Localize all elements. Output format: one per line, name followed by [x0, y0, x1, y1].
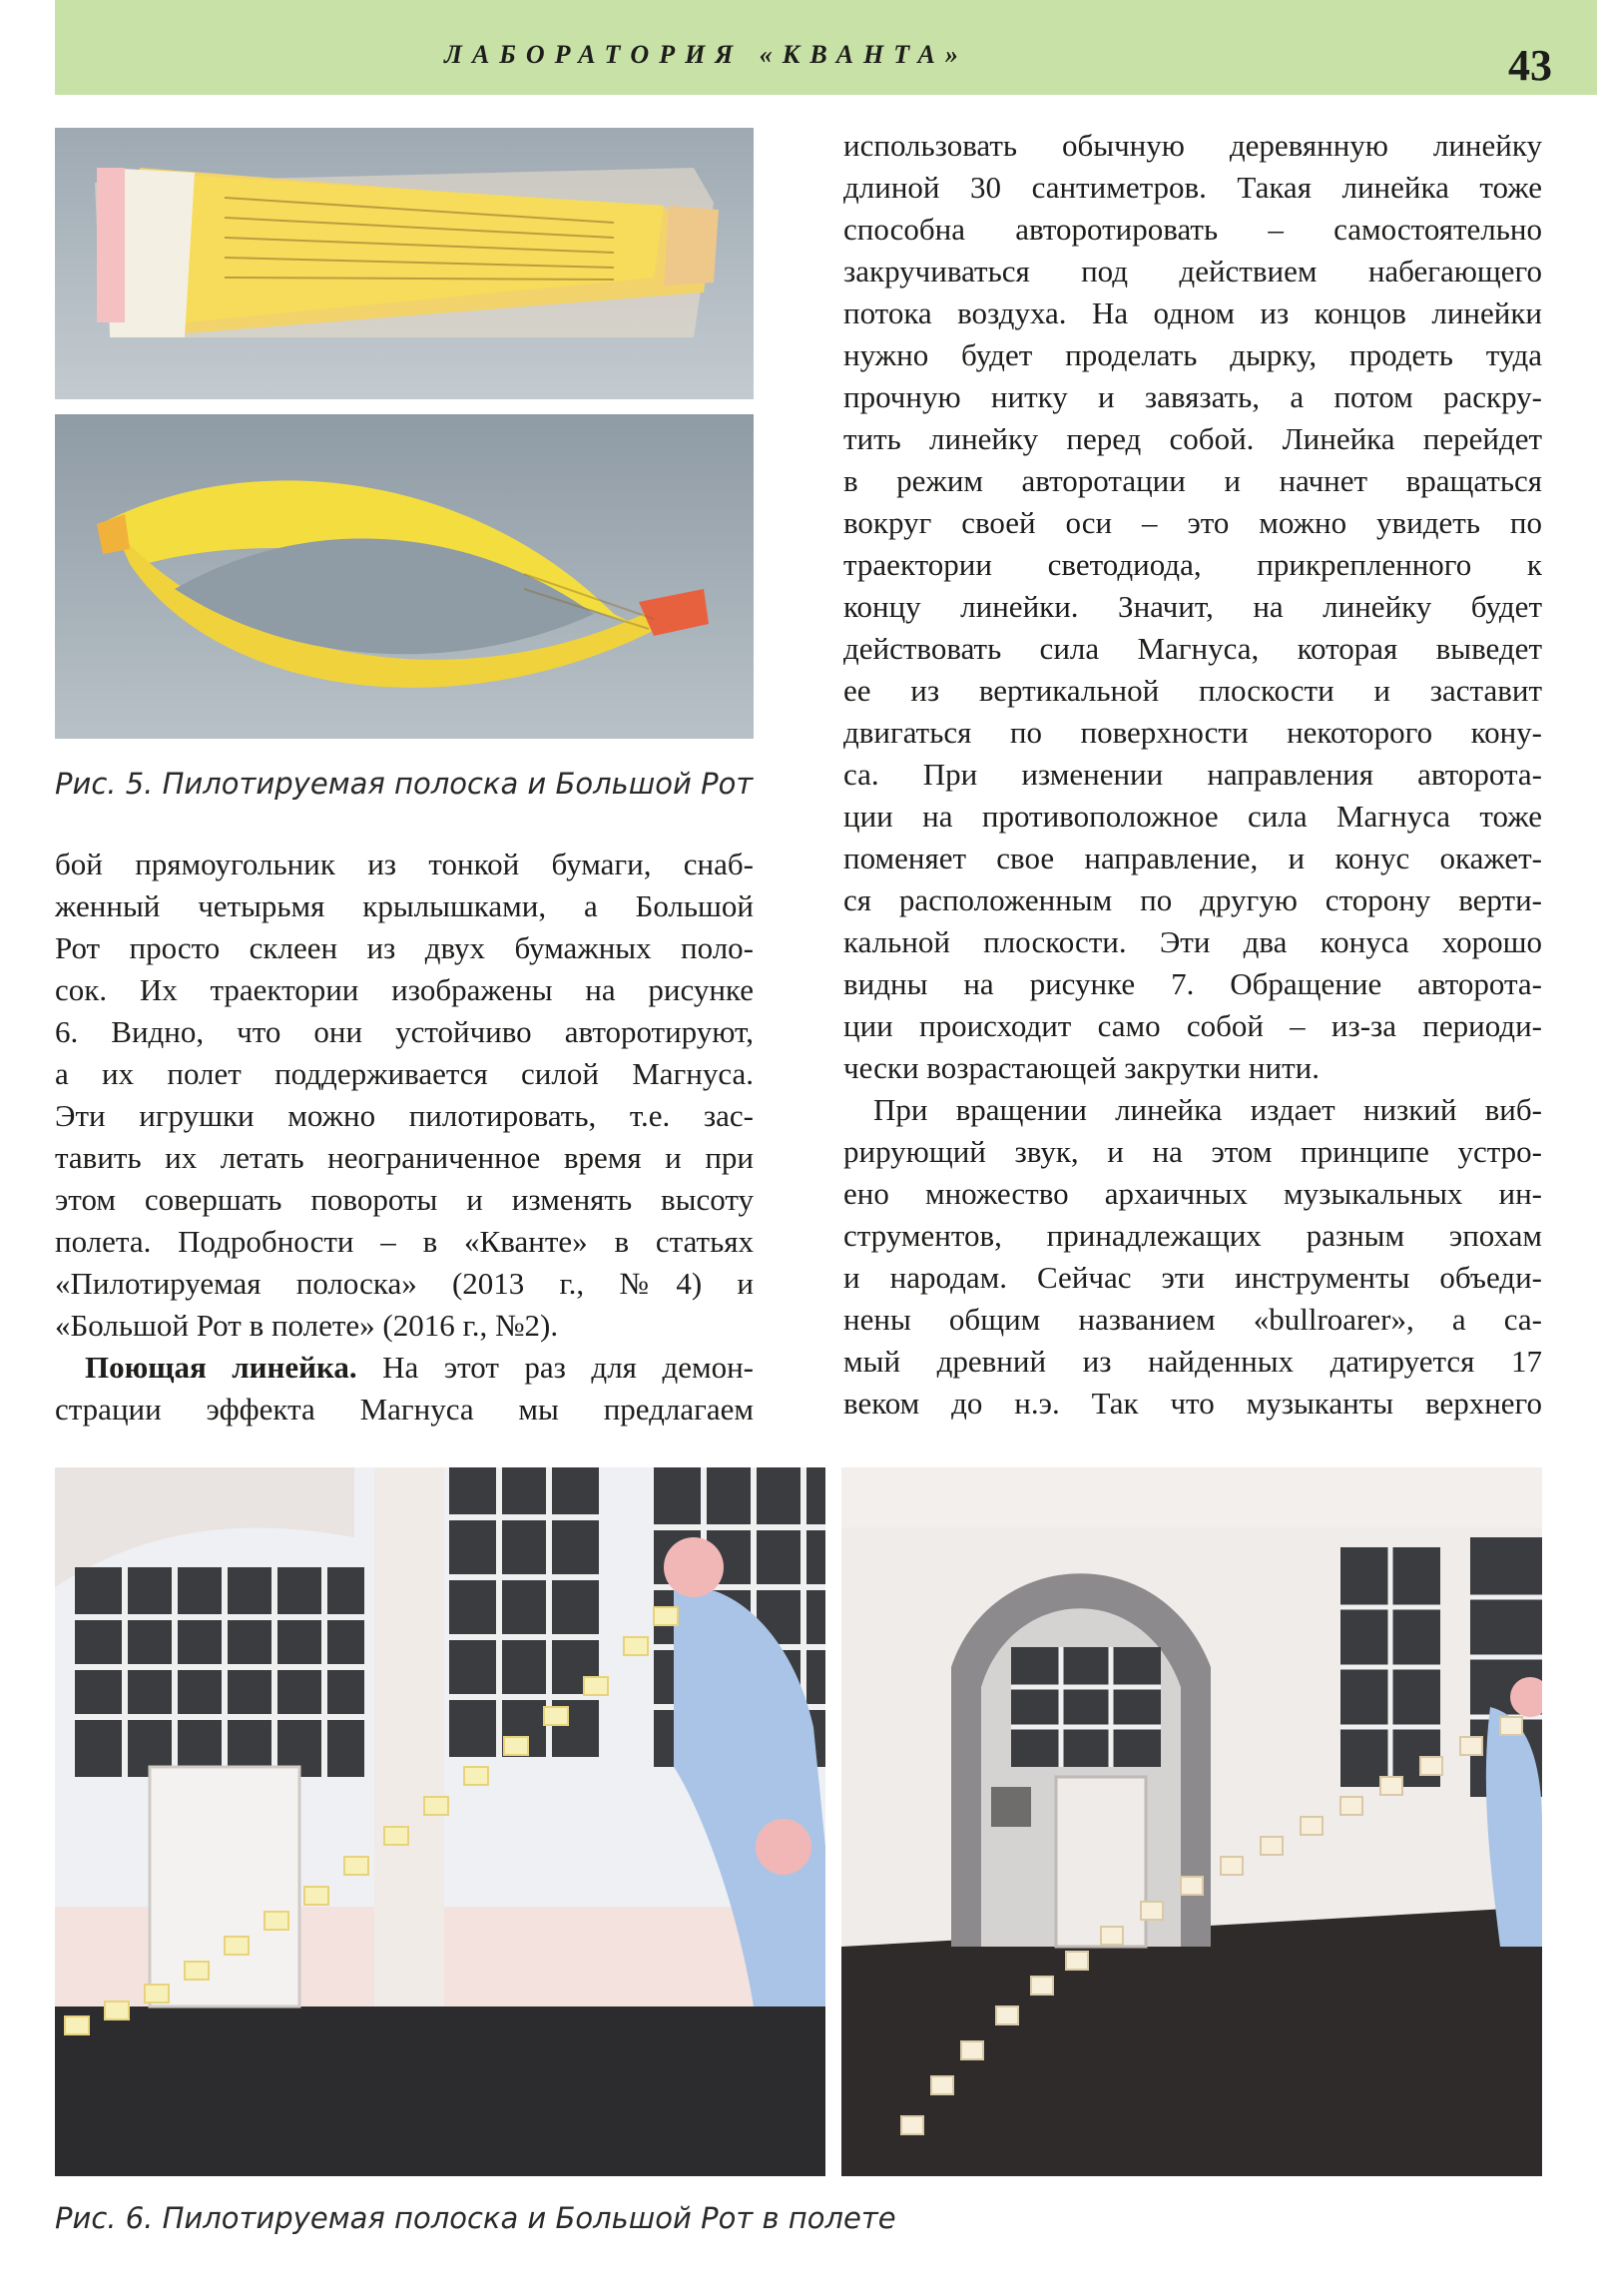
right-paragraph-2 [843, 1089, 1542, 1425]
text-line: использовать обычную деревянную линейку [843, 128, 1542, 163]
text-line: кальной плоскости. Эти два конуса хорошо [843, 924, 1542, 959]
text-line: са. При изменении направления авторота- [843, 757, 1542, 792]
text-line: и народам. Сейчас эти инструменты объеди- [843, 1260, 1542, 1295]
text-line: поменяет свое направление, и конус окажет- [843, 841, 1542, 875]
text-line [85, 1347, 754, 1389]
figure5-photo-big-mouth [55, 414, 754, 739]
running-header [55, 0, 1597, 95]
text-line: Рот просто склеен из двух бумажных поло- [55, 930, 754, 965]
text-line: страции эффекта Магнуса мы предлагаем [55, 1392, 754, 1427]
page-number: 43 [1508, 41, 1552, 90]
text-line: тавить их летать неограниченное время и при [55, 1140, 754, 1175]
text-line: ции на противоположное сила Магнуса тоже [843, 799, 1542, 834]
text-fragment: На этот раз для демон- [356, 1350, 755, 1385]
figure5-caption: Рис. 5. Пилотируемая полоска и Большой Рот [55, 767, 754, 801]
journal-section-title: ЛАБОРАТОРИЯ «КВАНТА» [444, 40, 968, 69]
text-line: сок. Их траектории изображены на рисунке [55, 972, 754, 1007]
text-line: Эти игрушки можно пилотировать, т.е. зас- [55, 1098, 754, 1133]
text-line: ее из вертикальной плоскости и заставит [843, 673, 1542, 708]
figure6-caption: Рис. 6. Пилотируемая полоска и Большой Рот в полете [55, 2201, 896, 2235]
text-line: вокруг своей оси – это можно увидеть по [843, 505, 1542, 540]
text-line: прочную нитку и завязать, а потом раскру- [843, 379, 1542, 414]
text-line: этом совершать повороты и изменять высоту [55, 1182, 754, 1217]
figure6-photo-left-hall [55, 1467, 825, 2176]
text-line: 6. Видно, что они устойчиво авторотируют, [55, 1014, 754, 1049]
text-line: ено множество архаичных музыкальных ин- [843, 1176, 1542, 1211]
text-line: «Большой Рот в полете» (2016 г., №2). [55, 1308, 559, 1343]
figure5-photo-flat-strip [55, 128, 754, 399]
text-line: двигаться по поверхности некоторого кону- [843, 715, 1542, 750]
text-line: ся расположенным по другую сторону верти- [843, 882, 1542, 917]
left-paragraph-2-cont [55, 1389, 754, 1431]
figure6-photo-right-hall [841, 1467, 1542, 2176]
text-line: длиной 30 сантиметров. Такая линейка тоже [843, 170, 1542, 205]
text-line: бой прямоугольник из тонкой бумаги, снаб- [55, 847, 754, 881]
text-line: нужно будет проделать дырку, продеть туда [843, 337, 1542, 372]
text-line: «Пилотируемая полоска» (2013 г., №4) и [55, 1266, 754, 1301]
text-line: веком до н.э. Так что музыканты верхнего [843, 1386, 1542, 1421]
text-line: видны на рисунке 7. Обращение авторота- [843, 966, 1542, 1001]
text-line: нены общим названием «bullroarer», а са- [843, 1302, 1542, 1337]
text-line: мый древний из найденных датируется 17 [843, 1344, 1542, 1379]
left-paragraph-1 [55, 844, 754, 1347]
right-column-text [843, 125, 1542, 1425]
text-line: траектории светодиода, прикрепленного к [843, 547, 1542, 582]
text-line: тить линейку перед собой. Линейка перейдет [843, 421, 1542, 456]
text-line: чески возрастающей закрутки нити. [843, 1050, 1320, 1085]
left-paragraph-2 [55, 1347, 754, 1389]
hall-flight-photo-left [55, 1467, 825, 2176]
text-line: концу линейки. Значит, на линейку будет [843, 589, 1542, 624]
left-column-text [55, 844, 754, 1431]
text-line: действовать сила Магнуса, которая выведет [843, 631, 1542, 666]
text-line: При вращении линейка издает низкий виб- [873, 1092, 1542, 1127]
text-line: ции происходит само собой – из-за периоди- [843, 1008, 1542, 1043]
right-paragraph-1 [843, 125, 1542, 1089]
text-line: полета. Подробности – в «Кванте» в статьях [55, 1224, 754, 1259]
text-line: закручиваться под действием набегающего [843, 254, 1542, 288]
paper-strip-photo-image [55, 128, 754, 399]
text-line: рирующий звук, и на этом принципе устро- [843, 1134, 1542, 1169]
text-line: способна авторотировать – самостоятельно [843, 212, 1542, 247]
text-line: а их полет поддерживается силой Магнуса. [55, 1056, 754, 1091]
section-heading-singing-ruler: Поющая линейка. [85, 1350, 357, 1385]
text-line: струментов, принадлежащих разным эпохам [843, 1218, 1542, 1253]
big-mouth-photo-image [55, 414, 754, 739]
text-line: в режим авторотации и начнет вращаться [843, 463, 1542, 498]
text-line: потока воздуха. На одном из концов линейки [843, 295, 1542, 330]
text-line: женный четырьмя крылышками, а Большой [55, 888, 754, 923]
hall-flight-photo-right [841, 1467, 1542, 2176]
